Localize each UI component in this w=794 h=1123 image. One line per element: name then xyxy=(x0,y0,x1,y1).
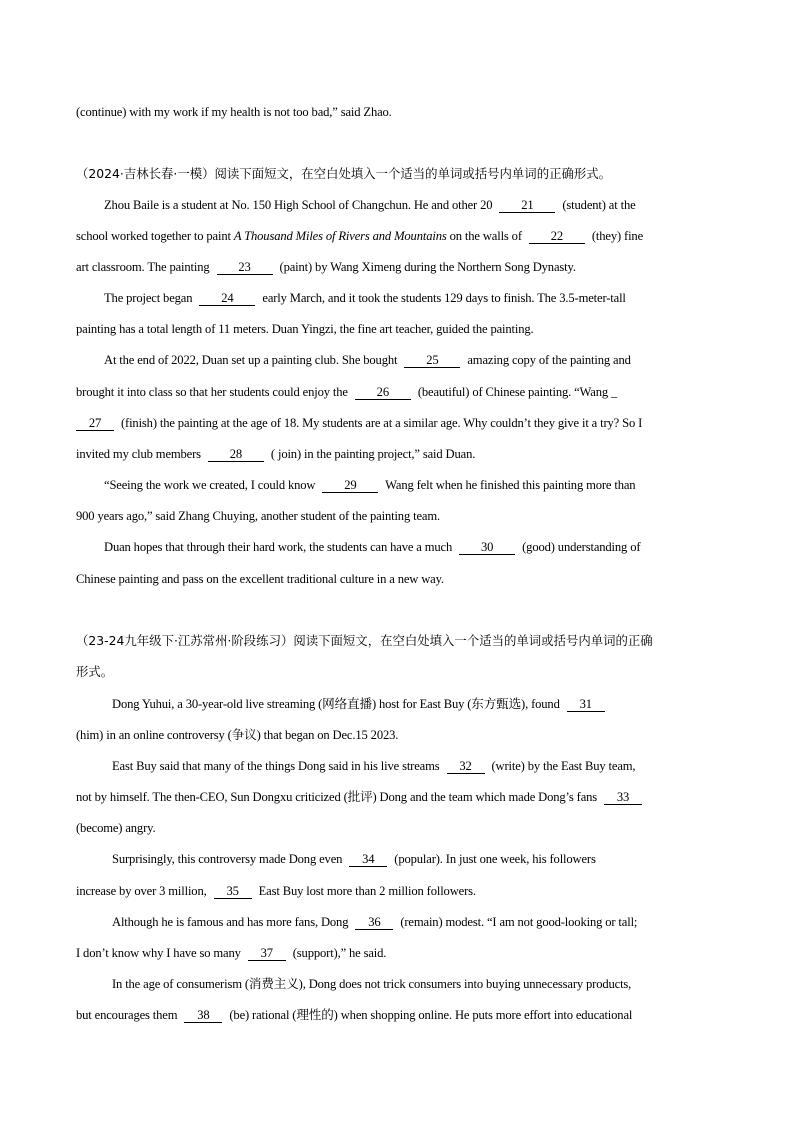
s2-line-9 xyxy=(76,945,386,961)
s1-line-13: Chinese painting and pass on the excellent traditional culture in a new way. xyxy=(76,572,444,586)
s1-line-1 xyxy=(104,197,636,213)
text: art classroom. The painting xyxy=(76,260,210,274)
text: brought it into class so that her students could enjoy the xyxy=(76,385,348,399)
painting-title: A Thousand Miles of Rivers and Mountains xyxy=(233,229,447,243)
text: (good) understanding of xyxy=(522,540,641,554)
intro-line: (continue) with my work if my health is not too bad,” said Zhao. xyxy=(76,105,392,119)
text: (remain) modest. “I am not good-looking or tall; xyxy=(400,915,638,929)
text: increase by over 3 million, xyxy=(76,884,207,898)
blank-24[interactable]: 24 xyxy=(199,292,255,306)
text: East Buy said that many of the things Dong said in his live streams xyxy=(112,759,440,773)
blank-35[interactable]: 35 xyxy=(214,885,252,899)
s2-line-4 xyxy=(76,789,646,805)
blank-28[interactable]: 28 xyxy=(208,448,264,462)
text: (finish) the painting at the age of 18. My students are at a similar age. Why couldn’t they give it a try? So I xyxy=(121,416,643,430)
blank-30[interactable]: 30 xyxy=(459,541,515,555)
blank-38[interactable]: 38 xyxy=(184,1009,222,1023)
text: (beautiful) of Chinese painting. “Wang _ xyxy=(417,385,618,399)
text: Zhou Baile is a student at No. 150 High School of Changchun. He and other 20 xyxy=(104,198,493,212)
text: invited my club members xyxy=(76,447,201,461)
text: At the end of 2022, Duan set up a painting club. She bought xyxy=(104,353,398,367)
s1-line-9 xyxy=(76,446,475,462)
blank-34[interactable]: 34 xyxy=(349,853,387,867)
blank-33[interactable]: 33 xyxy=(604,791,642,805)
s2-line-1 xyxy=(112,696,609,712)
s1-line-10 xyxy=(104,477,635,493)
blank-29[interactable]: 29 xyxy=(322,479,378,493)
blank-21[interactable]: 21 xyxy=(499,199,555,213)
s1-line-12 xyxy=(104,539,640,555)
s2-line-10: In the age of consumerism (消费主义), Dong does not trick consumers into buying unnecessary products, xyxy=(112,977,632,991)
text: Surprisingly, this controversy made Dong even xyxy=(112,852,343,866)
blank-37[interactable]: 37 xyxy=(248,947,286,961)
text: (student) at the xyxy=(562,198,636,212)
s2-line-7 xyxy=(76,883,476,899)
text: (paint) by Wang Ximeng during the Northern Song Dynasty. xyxy=(279,260,576,274)
text: East Buy lost more than 2 million followers. xyxy=(258,884,476,898)
blank-31[interactable]: 31 xyxy=(567,698,605,712)
text: Although he is famous and has more fans, Dong xyxy=(112,915,349,929)
blank-22[interactable]: 22 xyxy=(529,230,585,244)
text: The project began xyxy=(104,291,193,305)
s2-line-6 xyxy=(112,851,596,867)
blank-26[interactable]: 26 xyxy=(355,386,411,400)
s1-line-6 xyxy=(104,352,631,368)
blank-23[interactable]: 23 xyxy=(217,261,273,275)
text: ( join) in the painting project,” said Duan. xyxy=(270,447,476,461)
s1-line-7 xyxy=(76,384,617,400)
s1-line-8 xyxy=(76,415,642,431)
text: (support),” he said. xyxy=(292,946,387,960)
s1-line-11: 900 years ago,” said Zhang Chuying, another student of the painting team. xyxy=(76,509,440,523)
s1-line-2 xyxy=(76,228,643,244)
s2-line-8 xyxy=(112,914,637,930)
text: “Seeing the work we created, I could know xyxy=(104,478,316,492)
section2-heading-cont: 形式。 xyxy=(76,664,114,679)
text: school worked together to paint xyxy=(76,229,231,243)
text: but encourages them xyxy=(76,1008,178,1022)
s2-line-11 xyxy=(76,1007,632,1023)
s2-line-3 xyxy=(112,758,635,774)
section2-heading: （23-24九年级下·江苏常州·阶段练习）阅读下面短文，在空白处填入一个适当的单词或括号内单词的正确 xyxy=(76,633,653,648)
s2-line-5: (become) angry. xyxy=(76,821,156,835)
text: early March, and it took the students 129 days to finish. The 3.5-meter-tall xyxy=(262,291,626,305)
text: (be) rational (理性的) when shopping online. He puts more effort into educational xyxy=(229,1008,633,1022)
section1-heading: （2024·吉林长春·一模）阅读下面短文，在空白处填入一个适当的单词或括号内单词的正确形式。 xyxy=(76,166,612,181)
blank-25[interactable]: 25 xyxy=(404,354,460,368)
text: Duan hopes that through their hard work, the students can have a much xyxy=(104,540,453,554)
s2-line-2: (him) in an online controversy (争议) that began on Dec.15 2023. xyxy=(76,728,399,742)
blank-27[interactable]: 27 xyxy=(76,417,114,431)
text: on the walls of xyxy=(449,229,522,243)
blank-36[interactable]: 36 xyxy=(355,916,393,930)
s1-line-5: painting has a total length of 11 meters. Duan Yingzi, the fine art teacher, guided the painting. xyxy=(76,322,534,336)
text: Dong Yuhui, a 30-year-old live streaming (网络直播) host for East Buy (东方甄选), found xyxy=(112,697,560,711)
blank-32[interactable]: 32 xyxy=(447,760,485,774)
s1-line-3 xyxy=(76,259,576,275)
text: (they) fine xyxy=(591,229,644,243)
text: Wang felt when he finished this painting more than xyxy=(385,478,636,492)
s1-line-4 xyxy=(104,290,626,306)
text: amazing copy of the painting and xyxy=(467,353,631,367)
text: I don’t know why I have so many xyxy=(76,946,241,960)
text: not by himself. The then-CEO, Sun Dongxu criticized (批评) Dong and the team which made Dong’s fans xyxy=(76,790,598,804)
text: (write) by the East Buy team, xyxy=(491,759,636,773)
text: (popular). In just one week, his followers xyxy=(394,852,596,866)
